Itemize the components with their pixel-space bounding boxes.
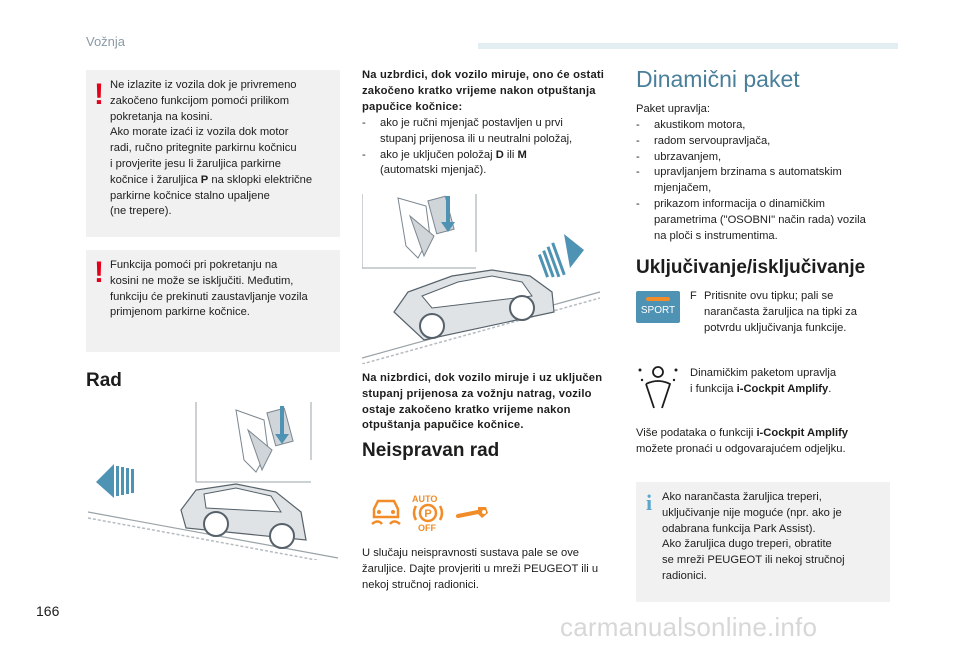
text-line: U slučaju neispravnosti sustava pale se ove [362,547,580,559]
text-line: primjenom parkirne kočnice. [110,306,250,319]
text-span: na sklopki električne [208,173,313,186]
i-cockpit-amplify-icon [636,362,680,410]
text-line: (ne trepere). [110,205,172,218]
list-item [636,150,896,166]
text-line: - ako je ručni mjenjač postavljen u prvi [380,117,563,129]
text-line: mjenjačem, [654,182,712,195]
sport-label: SPORT [640,305,676,316]
text-line: na ploči s instrumentima. [654,229,778,242]
text-line: kosini ne može se isključiti. Međutim, [110,274,294,287]
text-line: - upravljanjem brzinama s automatskim [654,166,842,179]
text-bold: i-Cockpit Amplify [756,427,849,439]
section-title: Vožnja [86,34,126,49]
text-line: - akustikom motora, [654,119,746,131]
warning-text [110,78,338,220]
text-line: papučice kočnice: [362,100,463,113]
text-span: ili [503,148,518,161]
sport-button [636,291,680,323]
text-line: parkirne kočnice stalno upaljene [110,189,270,202]
text-span: . [828,382,832,395]
info-icon: i [646,490,653,515]
text-bold: D [495,148,504,161]
text-line: odabrana funkcija Park Assist). [662,522,816,535]
bullet-item [690,289,900,336]
text-line [636,426,896,442]
text-line: parametrima ("OSOBNI" način rada) vozila [654,213,866,226]
dinamicni-intro: Paket upravlja: [636,103,711,115]
list-item [362,116,630,148]
watermark: carmanualsonline.info [560,612,818,642]
text-line: žaruljice. Dajte provjeriti u mreži PEUGEOT ili u [362,562,599,575]
svg-text:P: P [424,508,432,520]
text-line: - radom servoupravljača, [654,134,771,147]
text-line: Dinamičkim paketom upravlja [690,367,837,379]
list-item [636,165,896,197]
bullet-icon: F [690,290,697,302]
text-line: stupanj prijenosa za vožnju natrag, vozilo [362,387,592,400]
text-line [110,173,338,189]
text-line: se mreži PEUGEOT ili nekoj stručnoj [662,554,845,567]
info-text [662,490,888,585]
text-line: otpuštanja papučice kočnice. [362,419,524,432]
heading-dinamicni-paket: Dinamični paket [636,66,800,92]
heading-rad: Rad [86,370,122,391]
text-line: radionici. [662,569,707,582]
list-item [362,148,630,180]
text-bold: i-Cockpit Amplify [736,382,829,395]
heading-neispravan: Neispravan rad [362,440,500,461]
auto-label: AUTO [412,494,438,504]
warning-icon: ! [94,78,104,111]
text-line: potvrdu uključivanja funkcije. [704,321,847,334]
neispravan-text [362,546,632,593]
stability-control-icon [368,497,404,527]
text-span: ako je uključen položaj [380,148,496,161]
info-box [636,482,890,602]
text-line: stupanj prijenosa ili u neutralni položaj, [380,132,573,145]
list-item [636,118,896,134]
sport-indicator-lamp [646,297,670,301]
text-line: funkciju će prekinuti zaustavljanje vozila [110,290,308,303]
uphill-list [362,116,630,179]
text-line: uključivanje nije moguće (npr. ako je [662,506,842,519]
text-line: zakočeno funkcijom pomoći prilikom [110,94,290,107]
text-line: - prikazom informacija o dinamičkim [654,197,825,210]
list-item [636,197,896,244]
text-line: ostaje zakočeno kratko vrijeme nakon [362,403,571,416]
off-label: OFF [418,523,436,533]
text-line: Na uzbrdici, dok vozilo miruje, ono će ostati [362,69,605,81]
sport-instructions [690,289,900,336]
park-brake-symbol [410,503,446,523]
list-item [636,134,896,150]
text-line [690,382,900,398]
text-line: zakočeno kratko vrijeme nakon otpuštanja [362,84,596,97]
warning-box [86,70,340,237]
heading-ukljucivanje: Uključivanje/isključivanje [636,257,866,278]
text-line: Na nizbrdici, dok vozilo miruje i uz uključen [362,372,603,384]
warning-box [86,250,340,352]
header-bar [478,43,898,49]
text-line: Funkcija pomoći pri pokretanju na [110,259,278,271]
text-line: možete pronaći u odgovarajućem odjeljku. [636,442,846,455]
text-line: i provjerite jesu li žaruljica parkirne [110,157,281,170]
text-line: Pritisnite ovu tipku; pali se [704,290,834,302]
cockpit-text [690,366,900,398]
downhill-car-illustration [86,400,340,560]
text-line: Ne izlazite iz vozila dok je privremeno [110,79,297,91]
uphill-intro [362,68,630,115]
warning-text [110,258,338,321]
downhill-text [362,371,630,434]
text-line: pokretanja na kosini. [110,110,213,123]
auto-park-brake-icon [410,494,446,534]
text-span: kočnice i žaruljica [110,173,201,186]
more-info-text [636,426,896,458]
text-line: - ubrzavanjem, [654,150,722,163]
text-line [380,148,630,164]
text-span: i funkcija [690,382,737,395]
uphill-car-illustration [362,192,602,364]
wrench-icon [456,504,490,522]
text-line: Ako narančasta žaruljica treperi, [662,491,822,503]
text-line: narančasta žaruljica na tipki za [704,305,857,318]
page-number: 166 [36,603,60,619]
text-bold: M [517,148,527,161]
text-line: Ako žaruljica dugo treperi, obratite [662,538,832,551]
text-line: radi, ručno pritegnite parkirnu kočnicu [110,142,297,155]
text-span: Više podataka o funkciji [636,427,757,439]
text-line: nekoj stručnoj radionici. [362,578,479,591]
warning-icon: ! [94,256,104,289]
text-line: Ako morate izaći iz vozila dok motor [110,126,289,139]
dinamicni-list [636,118,896,244]
text-line: (automatski mjenjač). [380,164,487,177]
text-bold: P [200,173,209,186]
